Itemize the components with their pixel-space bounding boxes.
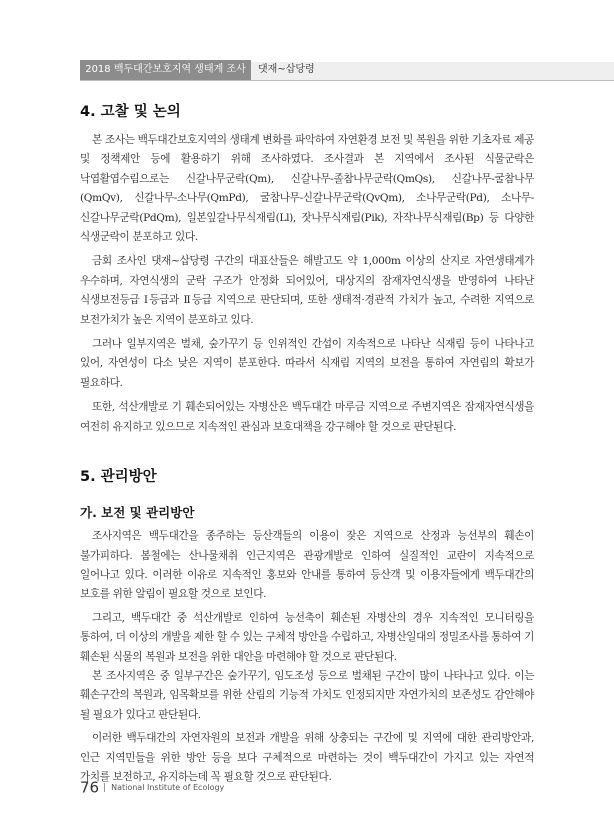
section-title: 댓재~삽당령 (258, 64, 315, 75)
paragraph: 본 조사는 백두대간보호지역의 생태계 변화를 파악하여 자연환경 보전 및 복원을 위한 기초자료 제공 및 정책제안 등에 활용하기 위해 조사하였다. 조사결과 본 지역에서 조사된 식물군락은 낙엽활엽수림으로는 신갈나무군락(Qm), 신갈나무-졸참나무군락(QmQs), 신갈나무-굴참나무(QmQv), 신갈나무-소나무(QmPd), 굴참나무-신갈나무군락(QvQm), 소나무군락(Pd), 소나무-신갈나무군락(PdQm), 일본잎갈나무식재림(Ll), 잣나무식재림(Pik), 자작나무식재림(Bp) 등 다양한 식생군락이 분포하고 있다. (80, 134, 534, 244)
section-4-body (80, 131, 534, 437)
page-number: 76 (80, 778, 100, 797)
section-5-body (80, 527, 534, 787)
report-title: 2018 백두대간보호지역 생태계 조사 (80, 60, 251, 80)
main-content (80, 102, 534, 787)
paragraph: 금회 조사인 댓재~삽당령 구간의 대표산들은 해발고도 약 1,000m 이상의 산지로 자연생태계가 우수하며, 자연식생의 군락 구조가 안정화 되어있어, 대상지의 잠재자연식생을 반영하여 나타난 식생보전등급 Ⅰ등급과 Ⅱ등급 지역으로 판단되며, 또한 생태적·경관적 가치가 높고, 수려한 지역으로 보전가치가 높은 지역이 분포하고 있다. (80, 255, 534, 326)
paragraph: 그러나 일부지역은 벌채, 숲가꾸기 등 인위적인 간섭이 지속적으로 나타난 식재림 등이 나타나고 있어, 자연성이 다소 낮은 지역이 분포한다. 따라서 식재림 지역의 보전을 통하여 자연림의 확보가 필요하다. (80, 338, 534, 389)
page-header (0, 0, 614, 80)
page-footer (80, 777, 224, 799)
section-4-heading: 4. 고찰 및 논의 (80, 104, 181, 120)
paragraph: 또한, 석산개발로 기 훼손되어있는 자병산은 백두대간 마루금 지역으로 주변지역은 잠재자연식생을 여전히 유지하고 있으므로 지속적인 관심과 보호대책을 강구해야 할 것으로 판단된다. (80, 401, 534, 433)
footer-divider (104, 783, 105, 792)
paragraph: 조사지역은 백두대간을 종주하는 등산객들의 이용이 잦은 지역으로 산정과 능선부의 훼손이 불가피하다. 봄철에는 산나물채취 인근지역은 관광개발로 인하여 실질적인 교란이 지속적으로 일어나고 있다. 이러한 이유로 지속적인 홍보와 안내를 통하여 등산객 및 이용자들에게 백두대간의 보호를 위한 알림이 필요할 것으로 보인다. (80, 530, 534, 601)
subsection-heading: 가. 보전 및 관리방안 (80, 505, 195, 521)
paragraph: 이러한 백두대간의 자연자원의 보전과 개발을 위해 상충되는 구간에 및 지역에 대한 관리방안과, 인근 지역민들을 위한 방안 등을 보다 구체적으로 마련하는 것이 백두대간이 가지고 있는 자연적 가치를 보전하고, 유지하는데 꼭 필요할 것으로 판단된다. (80, 732, 534, 783)
publisher-name: National Institute of Ecology (111, 783, 225, 792)
paragraph: 그리고, 백두대간 중 석산개발로 인하여 능선축이 훼손된 자병산의 경우 지속적인 모니터링을 통하여, 더 이상의 개발을 제한 할 수 있는 구체적 방안을 수립하고, 자병산일대의 정밀조사를 통하여 기 훼손된 식물의 복원과 보전을 위한 대안을 마련해야 할 것으로 판단된다. (80, 611, 534, 663)
paragraph: 본 조사지역은 중 일부구간은 숲가꾸기, 임도조성 등으로 벌채된 구간이 많이 나타나고 있다. 이는 훼손구간의 복원과, 임목확보를 위한 산림의 기능적 가치도 인정되지만 자연가치의 보존성도 감안해야 될 필요가 있다고 판단된다. (80, 669, 534, 721)
section-5-heading: 5. 관리방안 (80, 469, 157, 486)
